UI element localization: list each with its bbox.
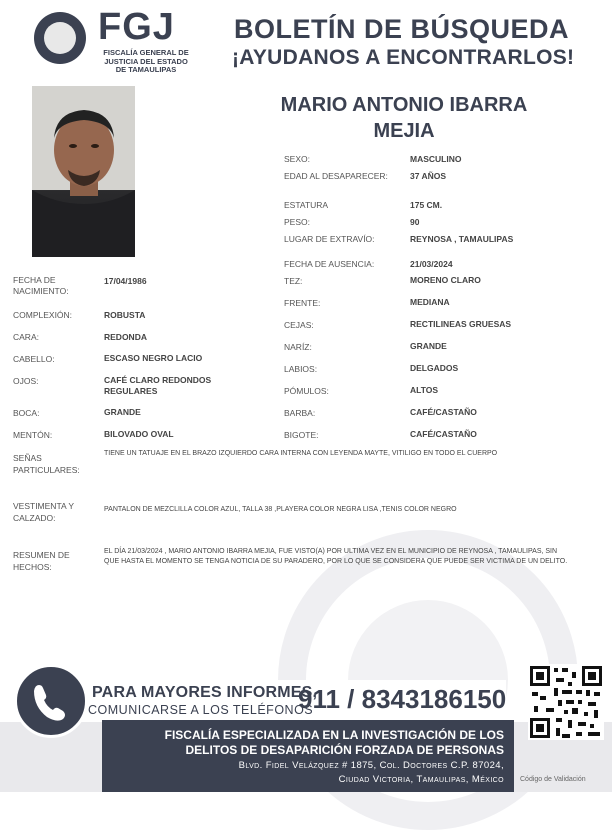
mustache-value: CAFÉ/CASTAÑO: [410, 429, 477, 439]
fgj-logo-text: [98, 49, 194, 75]
height-value: 175 CM.: [410, 200, 443, 210]
birthdate-value: 17/04/1986: [104, 276, 147, 286]
birthdate-label: FECHA DE NACIMIENTO:: [13, 275, 69, 296]
place-label: LUGAR DE EXTRAVÍO:: [284, 234, 375, 244]
hair-label: CABELLO:: [13, 354, 55, 364]
mustache-label: BIGOTE:: [284, 430, 319, 440]
absence-date-value: 21/03/2024: [410, 259, 453, 269]
phone-number[interactable]: 911 / 8343186150: [298, 684, 507, 714]
chin-value: BILOVADO OVAL: [104, 429, 174, 439]
lips-value: DELGADOS: [410, 363, 459, 373]
skin-label: TEZ:: [284, 276, 303, 286]
sex-label: SEXO:: [284, 154, 310, 164]
mouth-value: GRANDE: [104, 407, 141, 417]
qr-code[interactable]: [528, 664, 604, 740]
fgj-logo-letters: FGJ: [98, 6, 175, 48]
nose-label: NARÍZ:: [284, 342, 312, 352]
bulletin-title: BOLETÍN DE BÚSQUEDA: [234, 14, 570, 44]
place-value: REYNOSA , TAMAULIPAS: [410, 234, 514, 244]
summary-value: EL DÍA 21/03/2024 , MARIO ANTONIO IBARRA MEJIA, FUE VISTO(A) POR ULTIMA VEZ EN EL MUNICIPIO DE REYNOSA , TAMAULIPAS, SIN QUE HASTA EL MOMENTO SE TENGA NOTICIA DE SU PARADERO, POR LO QUE SE CONSIDERA QUE PUEDE SER VICTIMA DE UN DELITO.: [104, 548, 568, 565]
informes-line-1: PARA MAYORES INFORMES,: [92, 684, 318, 701]
summary-label: RESUMEN DE HECHOS:: [13, 550, 70, 572]
eyebrows-label: CEJAS:: [284, 320, 314, 330]
fgj-logo-line-2: JUSTICIA DEL ESTADO: [104, 56, 188, 66]
address-line-1: Blvd. Fidel Velázquez # 1875, Col. Doctores C.P. 87024,: [238, 760, 504, 771]
forehead-value: MEDIANA: [410, 297, 450, 307]
age-label: EDAD AL DESAPARECER:: [284, 171, 388, 181]
hair-value: ESCASO NEGRO LACIO: [104, 353, 203, 363]
cheekbones-label: PÓMULOS:: [284, 386, 329, 396]
bulletin-subtitle: ¡AYUDANOS A ENCONTRARLOS!: [232, 46, 575, 69]
informes-line-2: COMUNICARSE A LOS TELÉFONOS: [88, 703, 314, 717]
weight-value: 90: [410, 217, 420, 227]
missing-person-name: [235, 92, 573, 144]
fiscalia-address: [108, 759, 504, 787]
build-label: COMPLEXIÓN:: [13, 310, 73, 320]
fgj-seal-emblem: [44, 22, 76, 54]
beard-value: CAFÉ/CASTAÑO: [410, 407, 477, 417]
age-value: 37 AÑOS: [410, 171, 447, 181]
lips-label: LABIOS:: [284, 364, 318, 374]
height-label: ESTATURA: [284, 200, 329, 210]
clothing-label: VESTIMENTA Y CALZADO:: [13, 501, 74, 523]
fiscalia-name: [108, 728, 504, 758]
fiscalia-line-2: DELITOS DE DESAPARICIÓN FORZADA DE PERSONAS: [185, 743, 504, 757]
weight-label: PESO:: [284, 217, 310, 227]
eyes-value: CAFÉ CLARO REDONDOS REGULARES: [104, 375, 212, 396]
cheekbones-value: ALTOS: [410, 385, 439, 395]
forehead-label: FRENTE:: [284, 298, 321, 308]
skin-value: MORENO CLARO: [410, 275, 481, 285]
phone-icon: [14, 664, 88, 738]
eyebrows-value: RECTILINEAS GRUESAS: [410, 319, 512, 329]
fgj-logo-line-1: FISCALÍA GENERAL DE: [103, 48, 189, 57]
nose-value: GRANDE: [410, 341, 447, 351]
fiscalia-line-1: FISCALÍA ESPECIALIZADA EN LA INVESTIGACIÓN DE LOS: [164, 728, 504, 742]
marks-value: TIENE UN TATUAJE EN EL BRAZO IZQUIERDO CARA INTERNA CON LEYENDA MAYTE, VITILIGO EN TODO EL CUERPO: [104, 450, 498, 457]
missing-person-photo: [32, 86, 135, 257]
name-line-2: MEJIA: [373, 120, 435, 142]
face-label: CARA:: [13, 332, 39, 342]
chin-label: MENTÓN:: [13, 430, 53, 440]
qr-caption: Código de Validación: [520, 776, 586, 783]
mouth-label: BOCA:: [13, 408, 40, 418]
absence-date-label: FECHA DE AUSENCIA:: [284, 259, 375, 269]
clothing-value: PANTALON DE MEZCLILLA COLOR AZUL, TALLA 38 ,PLAYERA COLOR NEGRA LISA ,TENIS COLOR NEGRO: [104, 506, 457, 513]
name-line-1: MARIO ANTONIO IBARRA: [280, 94, 528, 116]
fgj-logo-line-3: DE TAMAULIPAS: [115, 65, 177, 74]
marks-label: SEÑAS PARTICULARES:: [13, 453, 80, 475]
face-value: REDONDA: [104, 332, 147, 342]
build-value: ROBUSTA: [104, 310, 146, 320]
eyes-label: OJOS:: [13, 376, 39, 386]
beard-label: BARBA:: [284, 408, 316, 418]
address-line-2: Ciudad Victoria, Tamaulipas, México: [338, 774, 504, 785]
sex-value: MASCULINO: [410, 154, 462, 164]
